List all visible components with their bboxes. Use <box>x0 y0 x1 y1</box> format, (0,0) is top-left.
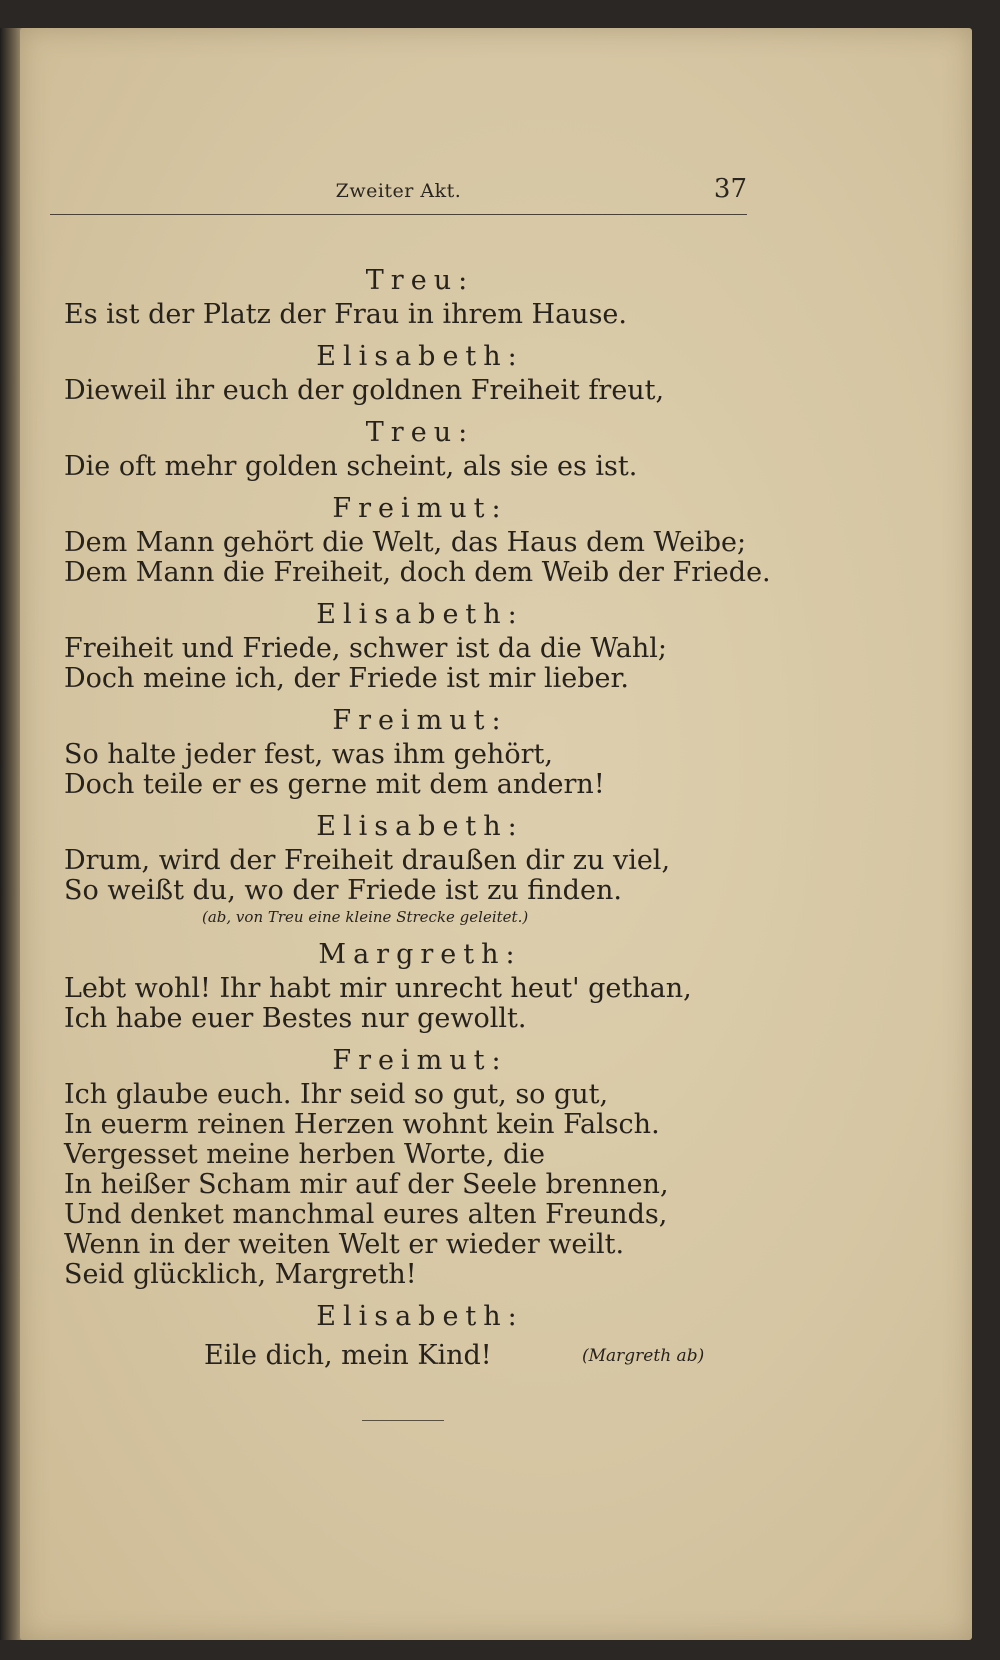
verse-line: Ich glaube euch. Ihr seid so gut, so gut, <box>64 1079 609 1110</box>
stage-direction: (Margreth ab) <box>582 1346 705 1366</box>
verse-line: Vergesset meine herben Worte, die <box>64 1139 545 1170</box>
verse-line: Dem Mann gehört die Welt, das Haus dem Weibe; <box>64 527 747 558</box>
verse-line: Und denket manchmal eures alten Freunds, <box>64 1199 668 1230</box>
speaker-name: Treu: <box>365 417 475 448</box>
verse-line: Drum, wird der Freiheit draußen dir zu viel, <box>64 845 671 876</box>
verse-line: So weißt du, wo der Friede ist zu finden. <box>64 875 622 906</box>
final-line-row <box>64 1336 754 1376</box>
running-head: Zweiter Akt. <box>335 180 462 202</box>
verse-line: So halte jeder fest, was ihm gehört, <box>64 739 553 770</box>
verse-line: Wenn in der weiten Welt er wieder weilt. <box>64 1229 625 1260</box>
verse-line: Freiheit und Friede, schwer ist da die Wahl; <box>64 633 667 664</box>
verse-line: Dem Mann die Freiheit, doch dem Weib der Friede. <box>64 557 771 588</box>
speaker-name: Elisabeth: <box>316 599 524 630</box>
speaker-name: Elisabeth: <box>316 341 524 372</box>
verse-line: Es ist der Platz der Frau in ihrem Hause. <box>64 299 627 330</box>
verse-line: Doch meine ich, der Friede ist mir lieber. <box>64 663 630 694</box>
verse-line: In heißer Scham mir auf der Seele brennen, <box>64 1169 669 1200</box>
end-rule <box>362 1420 444 1421</box>
verse-line: Lebt wohl! Ihr habt mir unrecht heut' gethan, <box>64 973 692 1004</box>
speaker-name: Elisabeth: <box>316 1301 524 1332</box>
verse-line: Ich habe euer Bestes nur gewollt. <box>64 1003 527 1034</box>
speaker-name: Freimut: <box>332 493 508 524</box>
speaker-name: Freimut: <box>332 1045 508 1076</box>
verse-line: Eile dich, mein Kind! <box>204 1340 492 1371</box>
page-number: 37 <box>713 174 747 204</box>
verse-line: In euerm reinen Herzen wohnt kein Falsch. <box>64 1109 660 1140</box>
verse-line: Seid glücklich, Margreth! <box>64 1259 417 1290</box>
speaker-name: Margreth: <box>318 939 522 970</box>
stage-direction: (ab, von Treu eine kleine Strecke geleitet.) <box>202 908 529 926</box>
play-text <box>64 262 771 1376</box>
speaker-name: Freimut: <box>332 705 508 736</box>
verse-line: Die oft mehr golden scheint, als sie es ist. <box>64 451 638 482</box>
header-rule <box>50 214 747 215</box>
verse-line: Dieweil ihr euch der goldnen Freiheit freut, <box>64 375 665 406</box>
speaker-name: Treu: <box>365 265 475 296</box>
speaker-name: Elisabeth: <box>316 811 524 842</box>
page-header <box>50 172 747 212</box>
verse-line: Doch teile er es gerne mit dem andern! <box>64 769 605 800</box>
